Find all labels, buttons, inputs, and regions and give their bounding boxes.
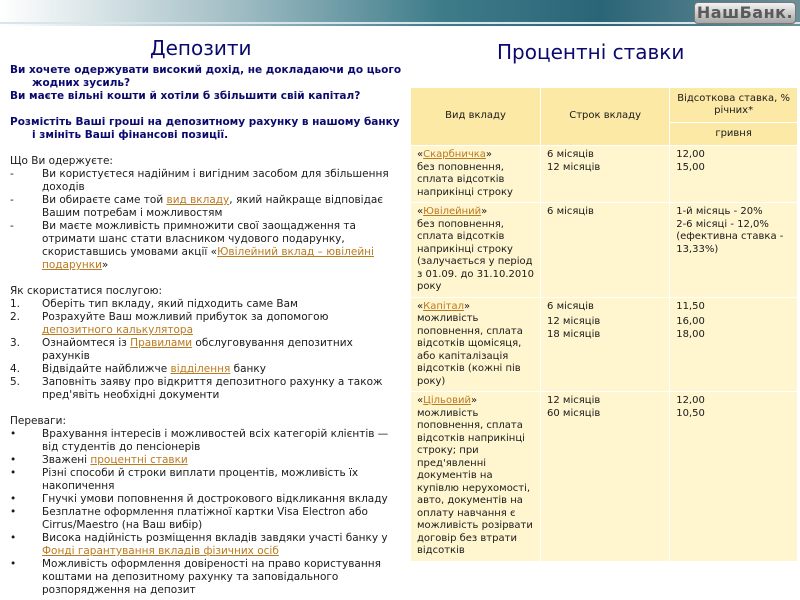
term-cell: 12 місяців 60 місяців <box>541 392 670 562</box>
advantages-list <box>10 428 402 597</box>
rate-cell: 11,50 16,00 18,00 <box>670 297 798 392</box>
list-item: 1. Оберіть тип вкладу, який підходить саме Вам <box>10 298 298 310</box>
skarbnychka-link[interactable]: Скарбничка <box>423 149 486 160</box>
list-item: 3. Ознайомтеся із Правилами обслуговування депозитних рахунків <box>10 337 353 362</box>
deposit-type-link[interactable]: вид вкладу <box>166 194 230 206</box>
deposit-cell: «Цільовий» можливість поповнення, сплата відсотків наприкінці строку; при пред'явленні документів на купівлю нерухомості, авто, документів на оплату навчання є можливість розірвати договір без втрати відсотків <box>411 392 541 562</box>
deposit-cell: «Ювілейний» без поповнення, сплата відсотків наприкінці строку (залучається у період з 01.09. до 31.10.2010 року <box>411 203 541 298</box>
advantages-heading: Переваги: <box>10 415 66 427</box>
yuvileinyi-link[interactable]: Ювілейний <box>423 206 482 217</box>
howto-list <box>10 298 402 402</box>
list-item: • Різні способи й строки виплати процентів, можливість їх накопичення <box>10 467 359 492</box>
question-1: Ви хочете одержувати високий дохід, не докладаючи до цього жодних зусиль? <box>10 64 402 89</box>
rate-cell: 1-й місяць - 20% 2-6 місяці - 12,0% (ефективна ставка - 13,33%) <box>670 203 798 298</box>
deposit-calculator-link[interactable]: депозитного калькулятора <box>42 324 193 336</box>
header-term: Строк вкладу <box>541 88 670 146</box>
list-item: • Висока надійність розміщення вкладів завдяки участі банку у Фонді гарантування вкладів фізичних осіб <box>10 532 388 557</box>
list-item: 4. Відвідайте найближче відділення банку <box>10 363 266 375</box>
list-item: 5. Заповніть заяву про відкриття депозитного рахунку а також пред'явіть необхідні документи <box>10 376 383 401</box>
list-item: • Безплатне оформлення платіжної картки Visa Electron або Cirrus/Maestro (на Ваш вибір) <box>10 506 368 531</box>
deposits-title: Депозити <box>150 36 252 60</box>
list-item: • Врахування інтересів і можливостей всіх категорій клієнтів — від студентів до пенсіонерів <box>10 428 389 453</box>
deposit-cell: «Скарбничка» без поповнення, сплата відсотків наприкінці строку <box>411 146 541 203</box>
table-row <box>411 203 798 298</box>
table-row <box>411 392 798 562</box>
term-cell: 6 місяців 12 місяців <box>541 146 670 203</box>
howto-heading: Як скористатися послугою: <box>10 285 162 297</box>
list-item: • Зважені процентні ставки <box>10 454 188 466</box>
deposit-cell: «Капітал» можливість поповнення, сплата відсотків щомісяця, або капіталізація відсотків (кожні пів року) <box>411 297 541 392</box>
interest-rates-link[interactable]: процентні ставки <box>90 454 188 466</box>
term-cell: 6 місяців <box>541 203 670 298</box>
header-deposit-type: Вид вкладу <box>411 88 541 146</box>
rate-cell: 12,00 10,50 <box>670 392 798 562</box>
header-rate: Відсоткова ставка, % річних* <box>670 88 798 123</box>
rate-cell: 12,00 15,00 <box>670 146 798 203</box>
list-item: • Можливість оформлення довіреності на право користування коштами на депозитному рахунку та заповідального розпорядження на депозит <box>10 558 381 596</box>
header-currency: гривня <box>670 123 798 146</box>
list-item: - Ви користуєтеся надійним і вигідним засобом для збільшення доходів <box>10 168 389 193</box>
list-item: - Ви маєте можливість примножити свої заощадження та отримати шанс стати власником чудового подарунку, скориставшись умовами акції «Ювілейний вклад – ювілейні подарунки» <box>10 220 374 271</box>
benefits-heading: Що Ви одержуєте: <box>10 155 113 167</box>
benefits-list <box>10 168 402 272</box>
table-row <box>411 297 798 392</box>
deposits-content <box>10 64 402 597</box>
rates-title: Процентні ставки <box>497 40 685 64</box>
tsilovyi-link[interactable]: Цільовий <box>423 395 471 406</box>
question-2: Ви маєте вільні кошти й хотіли б збільшити свій капітал? <box>10 90 361 102</box>
term-cell: 6 місяців 12 місяців 18 місяців <box>541 297 670 392</box>
bank-logo[interactable]: НашБанк. <box>694 2 796 24</box>
top-banner-line <box>0 22 800 24</box>
list-item: - Ви обираєте саме той вид вкладу, який найкраще відповідає Вашим потребам і можливостям <box>10 194 384 219</box>
kapital-link[interactable]: Капітал <box>423 300 465 312</box>
list-item: 2. Розрахуйте Ваш можливий прибуток за допомогою депозитного калькулятора <box>10 311 329 336</box>
branch-link[interactable]: відділення <box>170 363 231 375</box>
list-item: • Гнучкі умови поповнення й дострокового відкликання вкладу <box>10 493 388 505</box>
jubilee-promo-link[interactable]: Ювілейний вклад – ювілейні подарунки <box>42 246 374 271</box>
rules-link[interactable]: Правилами <box>130 337 193 349</box>
table-row <box>411 146 798 203</box>
guarantee-fund-link[interactable]: Фонді гарантування вкладів фізичних осіб <box>42 545 279 557</box>
offer-text: Розмістіть Ваші гроші на депозитному рахунку в нашому банку і змініть Ваші фінансові позиції. <box>10 116 400 141</box>
rates-table <box>410 87 798 562</box>
